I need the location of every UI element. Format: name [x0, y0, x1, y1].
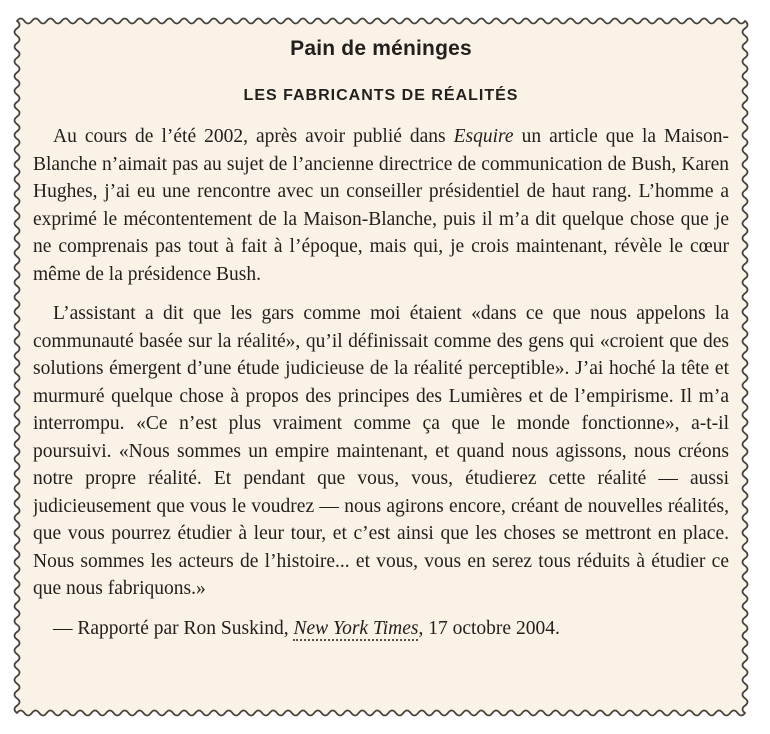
paragraph-1-lead: Au cours de l’été 2002, après avoir publié dans	[53, 126, 454, 147]
quote-box-content	[33, 21, 729, 713]
paragraph-1	[33, 123, 729, 288]
attribution-prefix: — Rapporté par Ron Suskind,	[53, 617, 294, 639]
attribution-suffix: , 17 octobre 2004.	[418, 617, 560, 639]
magazine-title: Esquire	[453, 126, 514, 147]
attribution-line	[33, 615, 729, 643]
section-heading: LES FABRICANTS DE RÉALITÉS	[243, 87, 519, 104]
page-title: Pain de méninges	[290, 37, 472, 60]
paragraph-2: L’assistant a dit que les gars comme moi étaient «dans ce que nous appelons la communauté basée sur la réalité», qu’il définissait comme des gens qui «croient que des solutions émergent d’une étude judicieuse de la réalité perceptible». J’ai hoché la tête et murmuré quelque chose à propos des principes des Lumières et de l’empirisme. Il m’a interrompu. «Ce n’est plus vraiment comme ça que le monde fonctionne», a-t-il poursuivi. «Nous sommes un empire maintenant, et quand nous agissons, nous créons notre propre réalité. Et pendant que vous, vous, étudierez cette réalité — aussi judicieusement que vous le voudrez — nous agirons encore, créant de nouvelles réalités, que vous pourrez étudier à leur tour, et c’est ainsi que les choses se mettront en place. Nous sommes les acteurs de l’histoire... et vous, vous en serez tous réduits à étudier ce que nous fabriquons.»	[33, 303, 729, 599]
paragraph-1-rest: un article que la Maison-Blanche n’aimait pas au sujet de l’ancienne directrice de communication de Bush, Karen Hughes, j’ai eu une rencontre avec un conseiller présidentiel de haut rang. L’homme a exprimé le mécontentement de la Maison-Blanche, puis il m’a dit quelque chose que je ne comprenais pas tout à fait à l’époque, mais qui, je crois maintenant, révèle le cœur même de la présidence Bush.	[33, 126, 729, 285]
newspaper-title: New York Times	[293, 617, 419, 639]
